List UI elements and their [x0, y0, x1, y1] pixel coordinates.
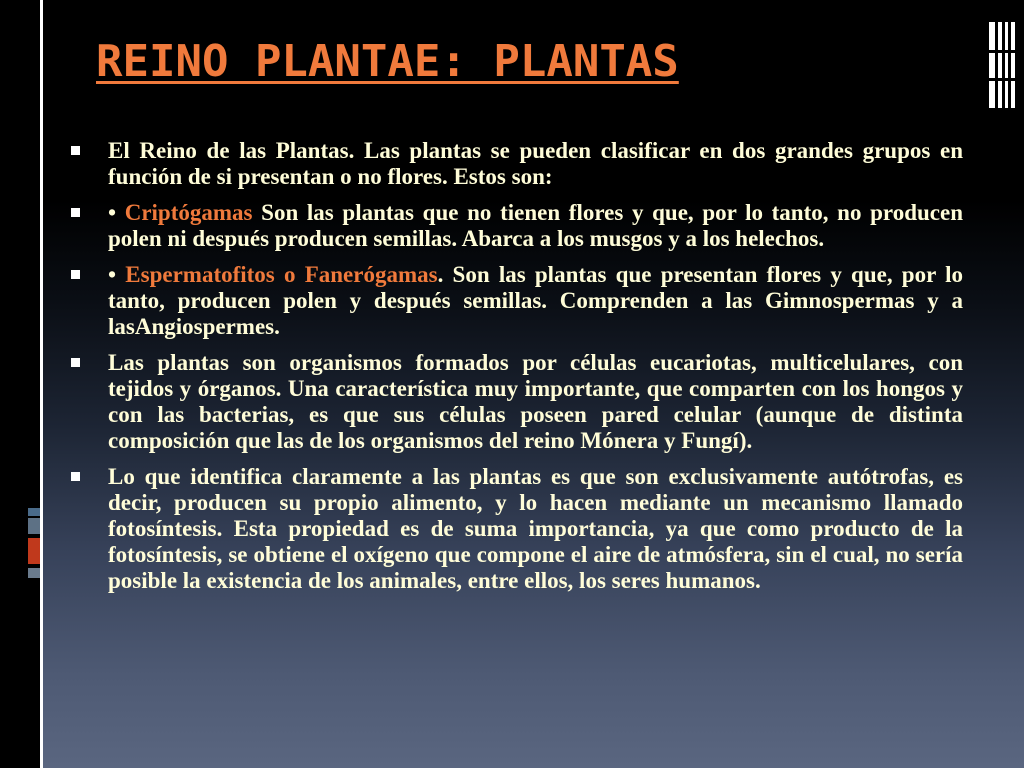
list-item	[70, 262, 963, 340]
square-bullet-icon	[71, 270, 80, 279]
bullet-prefix: •	[108, 262, 126, 287]
term-espermatofitos: Espermatofitos o Fanerógamas	[125, 262, 438, 287]
left-decorative-band	[0, 0, 40, 768]
decorative-tab	[28, 538, 40, 564]
term-criptogamas: Criptógamas	[124, 200, 253, 225]
bullet-text: Las plantas son organismos formados por células eucariotas, multicelulares, con tejidos y órganos. Una característica muy importante, que comparten con los hongos y con las bacterias, es que sus células poseen pared celular (aunque de distinta composición que las de los organismos del reino Mónera y Fungí).	[108, 350, 963, 453]
bullet-prefix: •	[108, 200, 125, 225]
list-item	[70, 350, 963, 454]
square-bullet-icon	[71, 208, 80, 217]
slide-title: REINO PLANTAE: PLANTAS	[96, 36, 679, 87]
bullet-text: Lo que identifica claramente a las plantas es que son exclusivamente autótrofas, es decir, producen su propio alimento, y lo hacen mediante un mecanismo llamado fotosíntesis. Esta propiedad es de suma importancia, ya que como producto de la fotosíntesis, se obtiene el oxígeno que compone el aire de atmósfera, sin el cual, no sería posible la existencia de los animales, entre ellos, los seres humanos.	[108, 464, 963, 593]
square-bullet-icon	[71, 146, 80, 155]
bars-logo-icon	[987, 20, 1017, 110]
bullet-text: . Son las plantas que presentan flores y que, por lo tanto, producen polen y después semillas. Comprenden a las Gimnospermas y a lasAngiospermes.	[108, 262, 963, 339]
bullet-text: Son las plantas que no tienen flores y que, por lo tanto, no producen polen ni después producen semillas. Abarca a los musgos y a los helechos.	[108, 200, 963, 251]
list-item	[70, 138, 963, 190]
decorative-tab	[28, 518, 40, 534]
list-item	[70, 464, 963, 594]
list-item	[70, 200, 963, 252]
square-bullet-icon	[71, 472, 80, 481]
bullet-text: El Reino de las Plantas. Las plantas se pueden clasificar en dos grandes grupos en función de si presentan o no flores. Estos son:	[108, 138, 963, 189]
square-bullet-icon	[71, 358, 80, 367]
bullet-list	[70, 138, 963, 604]
decorative-tab	[28, 568, 40, 578]
left-vertical-rule	[40, 0, 43, 768]
decorative-tab	[28, 508, 40, 516]
